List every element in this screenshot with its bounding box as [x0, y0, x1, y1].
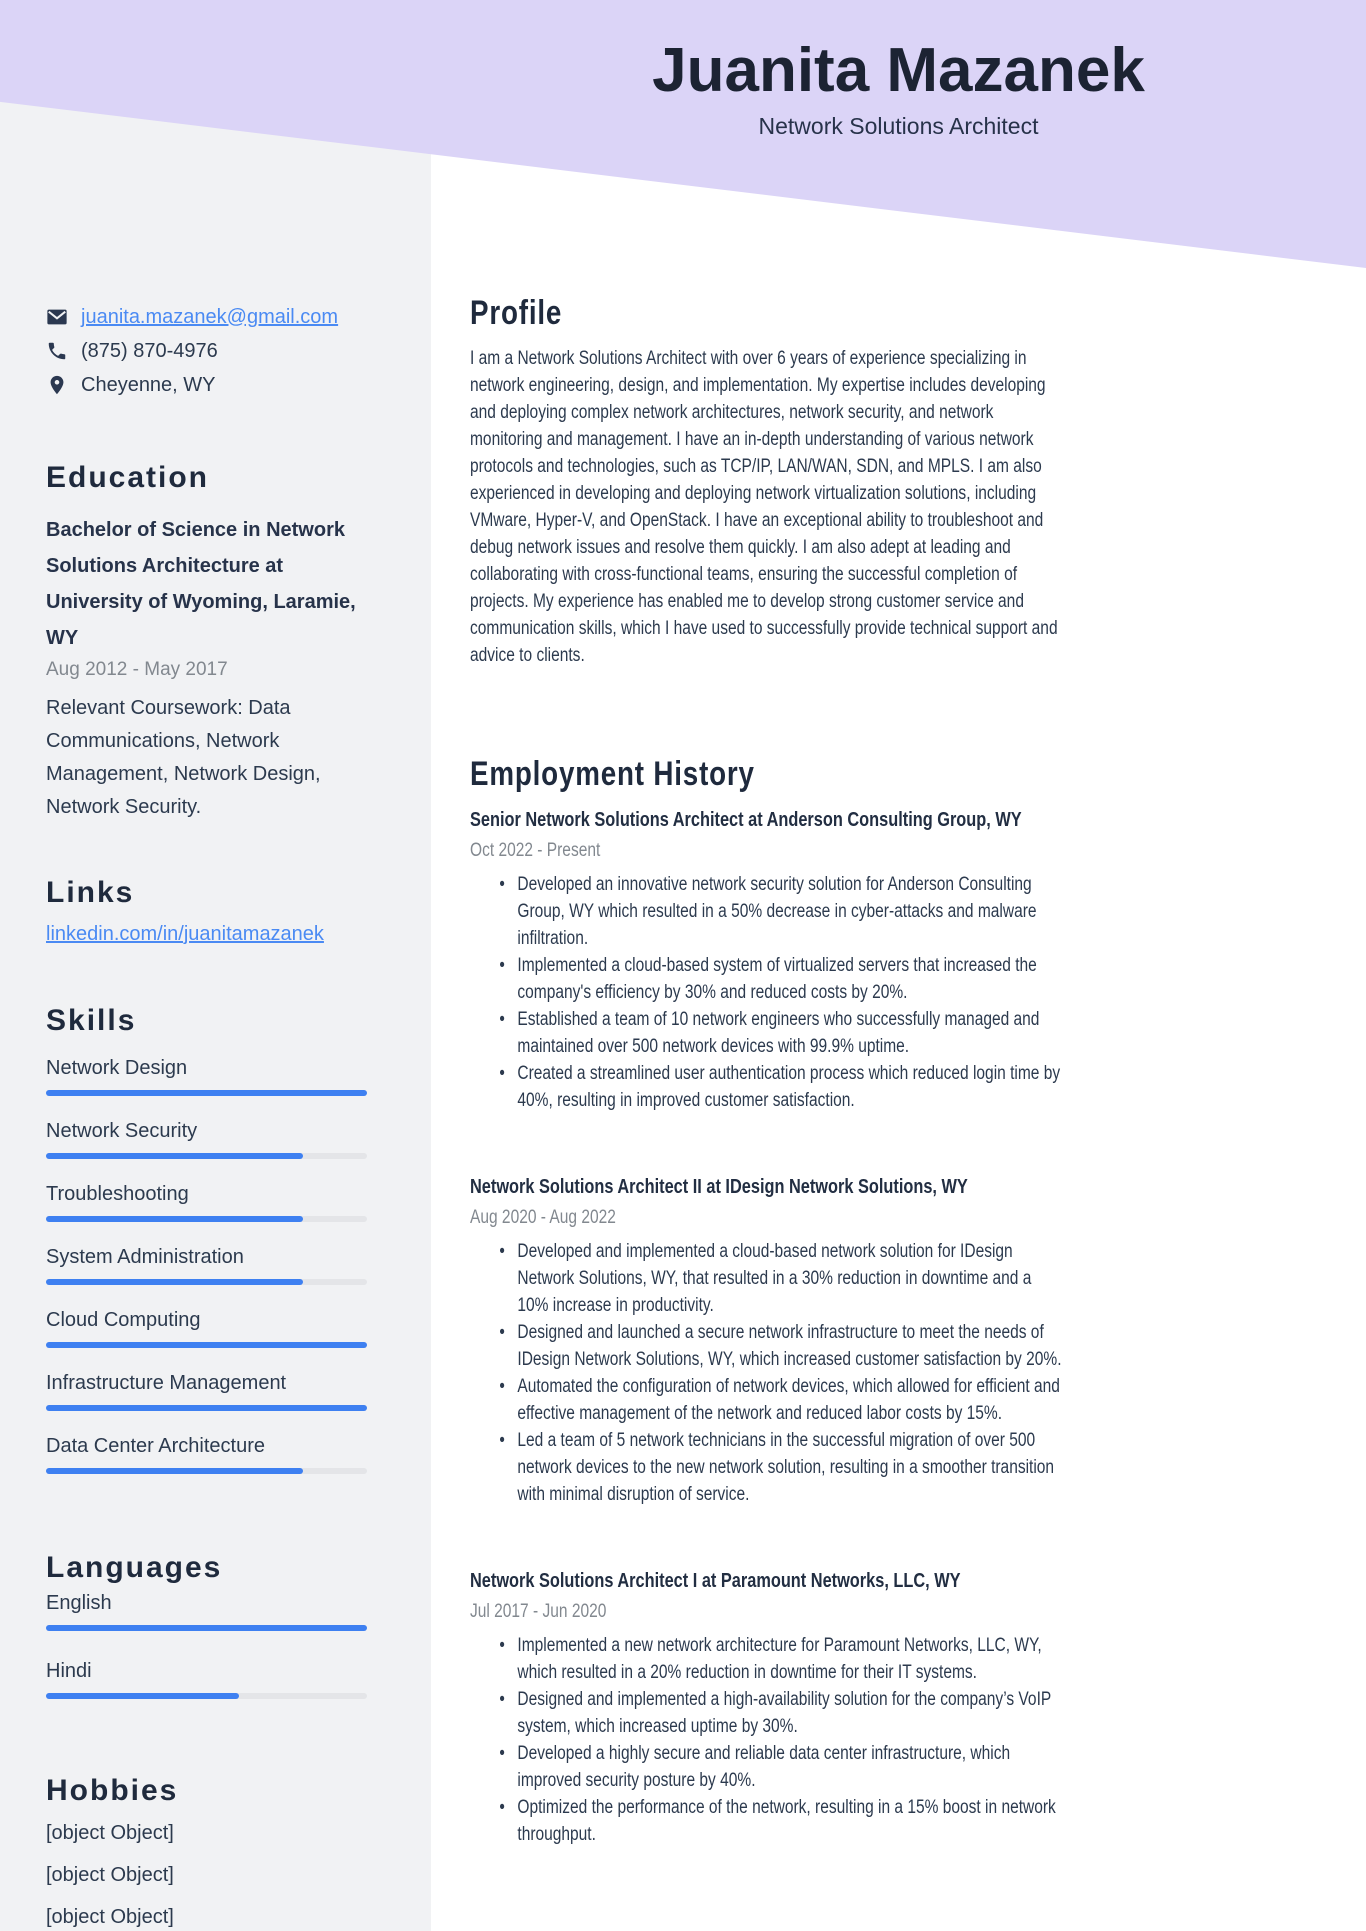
hobbies-list: [46, 1812, 367, 1931]
bullet-item: • Established a team of 10 network engineers who successfully managed and maintained over 500 network devices with 99.9% uptime.: [470, 1006, 1066, 1060]
language-label: English: [46, 1592, 112, 1614]
job-title: Network Solutions Architect I at Paramount Networks, LLC, WY: [470, 1570, 961, 1592]
coursework-text: Relevant Coursework: Data Communications, Network Management, Network Design, Network Security.: [46, 697, 321, 818]
skill-bar-fill: [46, 1405, 367, 1411]
hobby-item: [object Object]: [46, 1822, 174, 1844]
language-bar-track: [46, 1625, 367, 1631]
skill-item: [46, 1181, 367, 1222]
skill-item: [46, 1055, 367, 1096]
skill-bar-track: [46, 1279, 367, 1285]
skill-bar-fill: [46, 1153, 303, 1159]
hobbies-heading: Hobbies: [46, 1774, 179, 1807]
skill-bar-fill: [46, 1279, 303, 1285]
skill-bar-fill: [46, 1342, 367, 1348]
bullet-item: • Implemented a new network architecture for Paramount Networks, LLC, WY, which resulted in a 20% reduction in downtime for their IT systems.: [470, 1632, 1066, 1686]
skill-bar-fill: [46, 1468, 303, 1474]
job-bullets: [470, 871, 1066, 1114]
language-bar-fill: [46, 1693, 239, 1699]
languages-list: [46, 1590, 367, 1699]
sidebar: [0, 0, 431, 1931]
bullet-item: • Implemented a cloud-based system of virtualized servers that increased the company's efficiency by 30% and reduced costs by 20%.: [470, 952, 1066, 1006]
bullet-item: • Developed a highly secure and reliable data center infrastructure, which improved security posture by 40%.: [470, 1740, 1066, 1794]
jobs-list: [470, 807, 1066, 1848]
language-item: [46, 1590, 367, 1631]
education-heading: Education: [46, 461, 210, 494]
candidate-title: Network Solutions Architect: [758, 113, 1039, 139]
skills-heading: Skills: [46, 1004, 137, 1037]
degree-text: Bachelor of Science in Network Solutions Architecture at University of Wyoming, Laramie, WY: [46, 519, 356, 649]
skill-bar-track: [46, 1342, 367, 1348]
skill-label: Network Design: [46, 1057, 188, 1079]
envelope-icon: [46, 306, 68, 328]
bullet-item: • Designed and launched a secure network infrastructure to meet the needs of IDesign Network Solutions, WY, which increased customer satisfaction by 20%.: [470, 1319, 1066, 1373]
job-dates: Aug 2020 - Aug 2022: [470, 1207, 616, 1228]
skill-label: Cloud Computing: [46, 1309, 201, 1331]
bullet-item: • Developed and implemented a cloud-based network solution for IDesign Network Solutions, WY, that resulted in a 30% reduction in downtime and a 10% increase in productivity.: [470, 1238, 1066, 1319]
profile-text: I am a Network Solutions Architect with over 6 years of experience specializing in network engineering, design, and implementation. My expertise includes developing and deploying complex network architectures, network security, and network monitoring and management. I have an in-depth understanding of various network protocols and technologies, such as TCP/IP, LAN/WAN, SDN, and MPLS. I am also experienced in developing and deploying network virtualization solutions, including VMware, Hyper-V, and OpenStack. I have an exceptional ability to troubleshoot and debug network issues and resolve them quickly. I am also adept at leading and collaborating with cross-functional teams, ensuring the successful completion of projects. My experience has enabled me to develop strong customer service and communication skills, which I have used to successfully provide technical support and advice to clients.: [470, 348, 1058, 666]
job-entry: [470, 1174, 1066, 1508]
employment-heading: Employment History: [470, 755, 755, 793]
map-marker-icon: [46, 374, 68, 396]
link-row: [46, 921, 367, 947]
hobby-item: [object Object]: [46, 1864, 174, 1886]
job-entry: [470, 1568, 1066, 1848]
language-item: [46, 1658, 367, 1699]
skill-item: [46, 1370, 367, 1411]
skill-bar-fill: [46, 1090, 367, 1096]
language-bar-fill: [46, 1625, 367, 1631]
hobbies-section: [46, 1775, 367, 1931]
links-heading: Links: [46, 876, 135, 909]
skill-bar-track: [46, 1468, 367, 1474]
language-bar-track: [46, 1693, 367, 1699]
contact-phone-row: [46, 334, 367, 368]
skill-item: [46, 1307, 367, 1348]
linkedin-link[interactable]: linkedin.com/in/juanitamazanek: [46, 923, 324, 945]
job-dates: Oct 2022 - Present: [470, 840, 601, 861]
phone-number: (875) 870-4976: [81, 339, 218, 362]
language-label: Hindi: [46, 1660, 92, 1682]
skill-bar-track: [46, 1216, 367, 1222]
skill-label: Infrastructure Management: [46, 1372, 287, 1394]
bullet-item: • Optimized the performance of the network, resulting in a 15% boost in network throughput.: [470, 1794, 1066, 1848]
languages-heading: Languages: [46, 1551, 223, 1584]
bullet-item: • Developed an innovative network security solution for Anderson Consulting Group, WY which resulted in a 50% decrease in cyber-attacks and malware infiltration.: [470, 871, 1066, 952]
skill-label: Data Center Architecture: [46, 1435, 265, 1457]
languages-section: [46, 1552, 367, 1699]
location-text: Cheyenne, WY: [81, 373, 216, 396]
skill-item: [46, 1244, 367, 1285]
job-dates: Jul 2017 - Jun 2020: [470, 1601, 607, 1622]
header: [431, 38, 1366, 140]
skill-label: Network Security: [46, 1120, 198, 1142]
employment-section: [470, 756, 1066, 1848]
job-bullets: [470, 1632, 1066, 1848]
skills-section: [46, 1005, 367, 1474]
skills-list: [46, 1055, 367, 1474]
skill-bar-track: [46, 1090, 367, 1096]
links-section: [46, 877, 367, 947]
contact-location-row: [46, 368, 367, 402]
profile-section: [470, 295, 1066, 669]
bullet-item: • Designed and implemented a high-availability solution for the company’s VoIP system, which increased uptime by 30%.: [470, 1686, 1066, 1740]
candidate-name: Juanita Mazanek: [652, 36, 1145, 105]
main-content: [470, 295, 1066, 1848]
bullet-item: • Led a team of 5 network technicians in the successful migration of over 500 network devices to the new network solution, resulting in a smoother transition with minimal disruption of service.: [470, 1427, 1066, 1508]
sidebar-content: [0, 0, 431, 1931]
job-entry: [470, 807, 1066, 1114]
email-link[interactable]: juanita.mazanek@gmail.com: [81, 305, 339, 328]
profile-heading: Profile: [470, 294, 563, 332]
job-bullets: [470, 1238, 1066, 1508]
contact-block: [46, 300, 367, 402]
hobby-item: [object Object]: [46, 1906, 174, 1928]
skill-label: Troubleshooting: [46, 1183, 189, 1205]
skill-bar-track: [46, 1153, 367, 1159]
education-section: [46, 462, 367, 824]
skill-item: [46, 1118, 367, 1159]
links-list: [46, 921, 367, 947]
contact-email-row: [46, 300, 367, 334]
education-dates: Aug 2012 - May 2017: [46, 659, 228, 680]
skill-bar-track: [46, 1405, 367, 1411]
bullet-item: • Created a streamlined user authentication process which reduced login time by 40%, resulting in improved customer satisfaction.: [470, 1060, 1066, 1114]
skill-item: [46, 1433, 367, 1474]
skill-bar-fill: [46, 1216, 303, 1222]
phone-icon: [46, 340, 68, 362]
bullet-item: • Automated the configuration of network devices, which allowed for efficient and effective management of the network and reduced labor costs by 15%.: [470, 1373, 1066, 1427]
skill-label: System Administration: [46, 1246, 244, 1268]
job-title: Network Solutions Architect II at IDesign Network Solutions, WY: [470, 1176, 968, 1198]
job-title: Senior Network Solutions Architect at Anderson Consulting Group, WY: [470, 809, 1022, 831]
